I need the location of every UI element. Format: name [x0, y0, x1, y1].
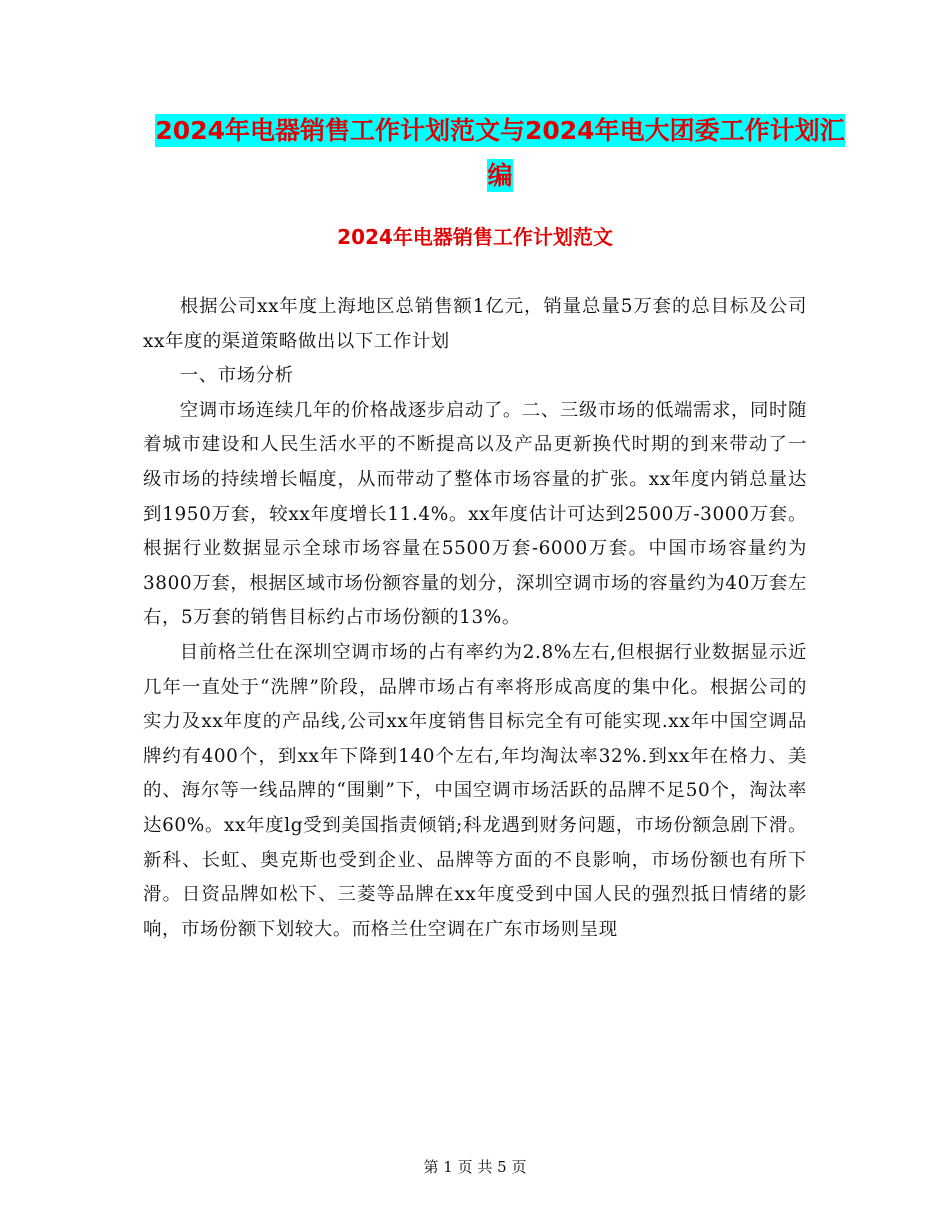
document-title-text: 2024年电器销售工作计划范文与2024年电大团委工作计划汇编: [155, 116, 845, 190]
paragraph-market-overview: 空调市场连续几年的价格战逐步启动了。二、三级市场的低端需求，同时随着城市建设和人民生活水平的不断提高以及产品更新换代时期的到来带动了一级市场的持续增长幅度，从而带动了整体市场容量的扩张。xx年度内销总量达到1950万套，较xx年度增长11.4%。xx年度估计可达到2500万-3000万套。根据行业数据显示全球市场容量在5500万套-6000万套。中国市场容量约为3800万套，根据区域市场份额容量的划分，深圳空调市场的容量约为40万套左右，5万套的销售目标约占市场份额的13%。: [143, 399, 807, 629]
paragraph-heading-market-analysis: 一、市场分析: [179, 365, 294, 387]
document-body: [143, 290, 807, 947]
page-footer: 第 1 页 共 5 页: [423, 1158, 527, 1176]
paragraph-intro: 根据公司xx年度上海地区总销售额1亿元，销量总量5万套的总目标及公司xx年度的渠道策略做出以下工作计划: [143, 296, 807, 352]
document-title: [150, 108, 850, 198]
paragraph-brand-share: 目前格兰仕在深圳空调市场的占有率约为2.8%左右,但根据行业数据显示近几年一直处于“洗牌”阶段，品牌市场占有率将形成高度的集中化。根据公司的实力及xx年度的产品线,公司xx年度销售目标完全有可能实现.xx年中国空调品牌约有400个，到xx年下降到140个左右,年均淘汰率32%.到xx年在格力、美的、海尔等一线品牌的“围剿”下，中国空调市场活跃的品牌不足50个，淘汰率达60%。xx年度lg受到美国指责倾销;科龙遇到财务问题，市场份额急剧下滑。新科、长虹、奥克斯也受到企业、品牌等方面的不良影响，市场份额也有所下滑。日资品牌如松下、三菱等品牌在xx年度受到中国人民的强烈抵日情绪的影响，市场份额下划较大。而格兰仕空调在广东市场则呈现: [143, 641, 807, 940]
section-title: 2024年电器销售工作计划范文: [337, 225, 613, 249]
